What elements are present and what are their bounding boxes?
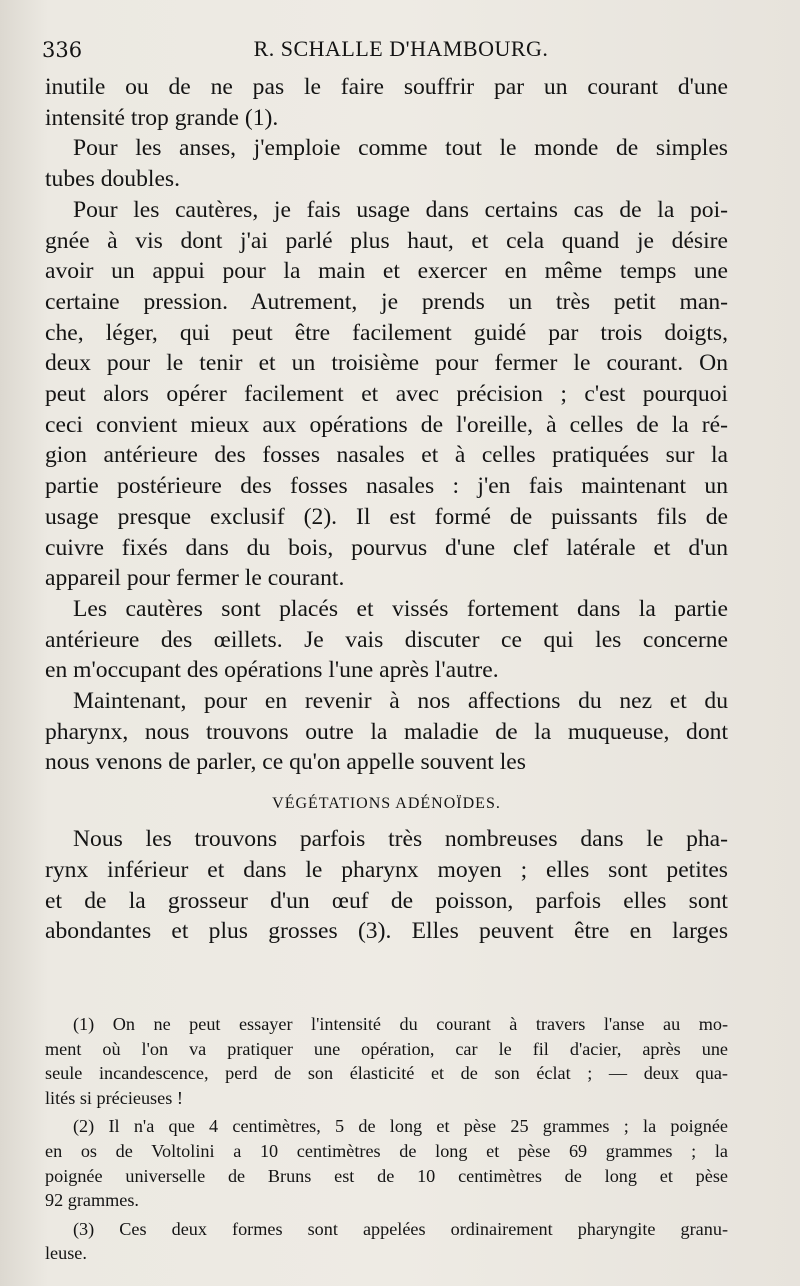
footnote-2 [45, 1114, 728, 1212]
text-line: Nous les trouvons parfois très nombreuses dans le pha- [73, 826, 728, 853]
body-text [45, 72, 728, 947]
paragraph [45, 72, 728, 133]
text-line: intensité trop grande (1). [45, 104, 279, 131]
paragraph [45, 133, 728, 194]
footnotes [45, 1012, 728, 1270]
text-line: peut alors opérer facilement et avec précision ; c'est pourquoi [45, 381, 728, 408]
paragraph [45, 824, 728, 947]
footnote-line: (1) On ne peut essayer l'intensité du courant à travers l'anse au mo- [73, 1014, 728, 1034]
text-line: abondantes et plus grosses (3). Elles peuvent être en larges [45, 918, 728, 945]
text-line: et de la grosseur d'un œuf de poisson, parfois elles sont [45, 887, 728, 914]
paragraph [45, 195, 728, 594]
paragraph [45, 594, 728, 686]
section-heading: VÉGÉTATIONS ADÉNOÏDES. [272, 795, 501, 813]
page-number: 336 [42, 38, 83, 62]
text-line: pharynx, nous trouvons outre la maladie de la muqueuse, dont [45, 718, 728, 745]
footnote-line: leuse. [45, 1243, 87, 1264]
footnote-line: seule incandescence, perd de son élasticité et de son éclat ; — deux qua- [45, 1063, 728, 1084]
footnote-line: poignée universelle de Bruns est de 10 centimètres de long et pèse [45, 1165, 728, 1186]
text-line: che, léger, qui peut être facilement guidé par trois doigts, [45, 319, 728, 346]
footnote-line: 92 grammes. [45, 1190, 139, 1211]
footnote-line: en os de Voltolini a 10 centimètres de long et pèse 69 grammes ; la [45, 1140, 728, 1161]
text-line: avoir un appui pour la main et exercer en même temps une [45, 258, 728, 285]
text-line: rynx inférieur et dans le pharynx moyen ; elles sont petites [45, 856, 728, 883]
text-line: Maintenant, pour en revenir à nos affections du nez et du [73, 688, 728, 715]
text-line: ceci convient mieux aux opérations de l'oreille, à celles de la ré- [45, 411, 728, 438]
text-line: antérieure des œillets. Je vais discuter ce qui les concerne [45, 626, 728, 653]
running-title: R. SCHALLE D'HAMBOURG. [253, 36, 549, 61]
text-line: Pour les anses, j'emploie comme tout le monde de simples [73, 135, 728, 162]
footnote-1 [45, 1012, 728, 1110]
text-line: usage presque exclusif (2). Il est formé de puissants fils de [45, 503, 728, 530]
footnote-line: (3) Ces deux formes sont appelées ordinairement pharyngite granu- [73, 1218, 728, 1239]
footnote-line: ment où l'on va pratiquer une opération, car le fil d'acier, après une [45, 1038, 728, 1059]
text-line: deux pour le tenir et un troisième pour fermer le courant. On [45, 350, 728, 377]
footnote-line: (2) Il n'a que 4 centimètres, 5 de long et pèse 25 grammes ; la poignée [73, 1116, 728, 1137]
text-line: appareil pour fermer le courant. [45, 565, 345, 592]
text-line: inutile ou de ne pas le faire souffrir par un courant d'une [45, 74, 728, 100]
text-line: cuivre fixés dans du bois, pourvus d'une clef latérale et d'un [45, 534, 728, 561]
text-line: tubes doubles. [45, 166, 180, 193]
paragraph [45, 686, 728, 778]
text-line: certaine pression. Autrement, je prends un très petit man- [45, 288, 728, 315]
page-header [42, 34, 760, 66]
text-line: partie postérieure des fosses nasales : j'en fais maintenant un [45, 473, 728, 500]
footnote-3 [45, 1217, 728, 1266]
text-line: gion antérieure des fosses nasales et à celles pratiquées sur la [45, 442, 728, 469]
text-line: gnée à vis dont j'ai parlé plus haut, et cela quand je désire [45, 227, 728, 254]
text-line: Pour les cautères, je fais usage dans certains cas de la poi- [73, 196, 728, 223]
text-line: Les cautères sont placés et vissés fortement dans la partie [73, 595, 728, 622]
text-line: nous venons de parler, ce qu'on appelle souvent les [45, 749, 526, 776]
text-line: en m'occupant des opérations l'une après l'autre. [45, 657, 499, 684]
footnote-line: lités si précieuses ! [45, 1087, 183, 1108]
